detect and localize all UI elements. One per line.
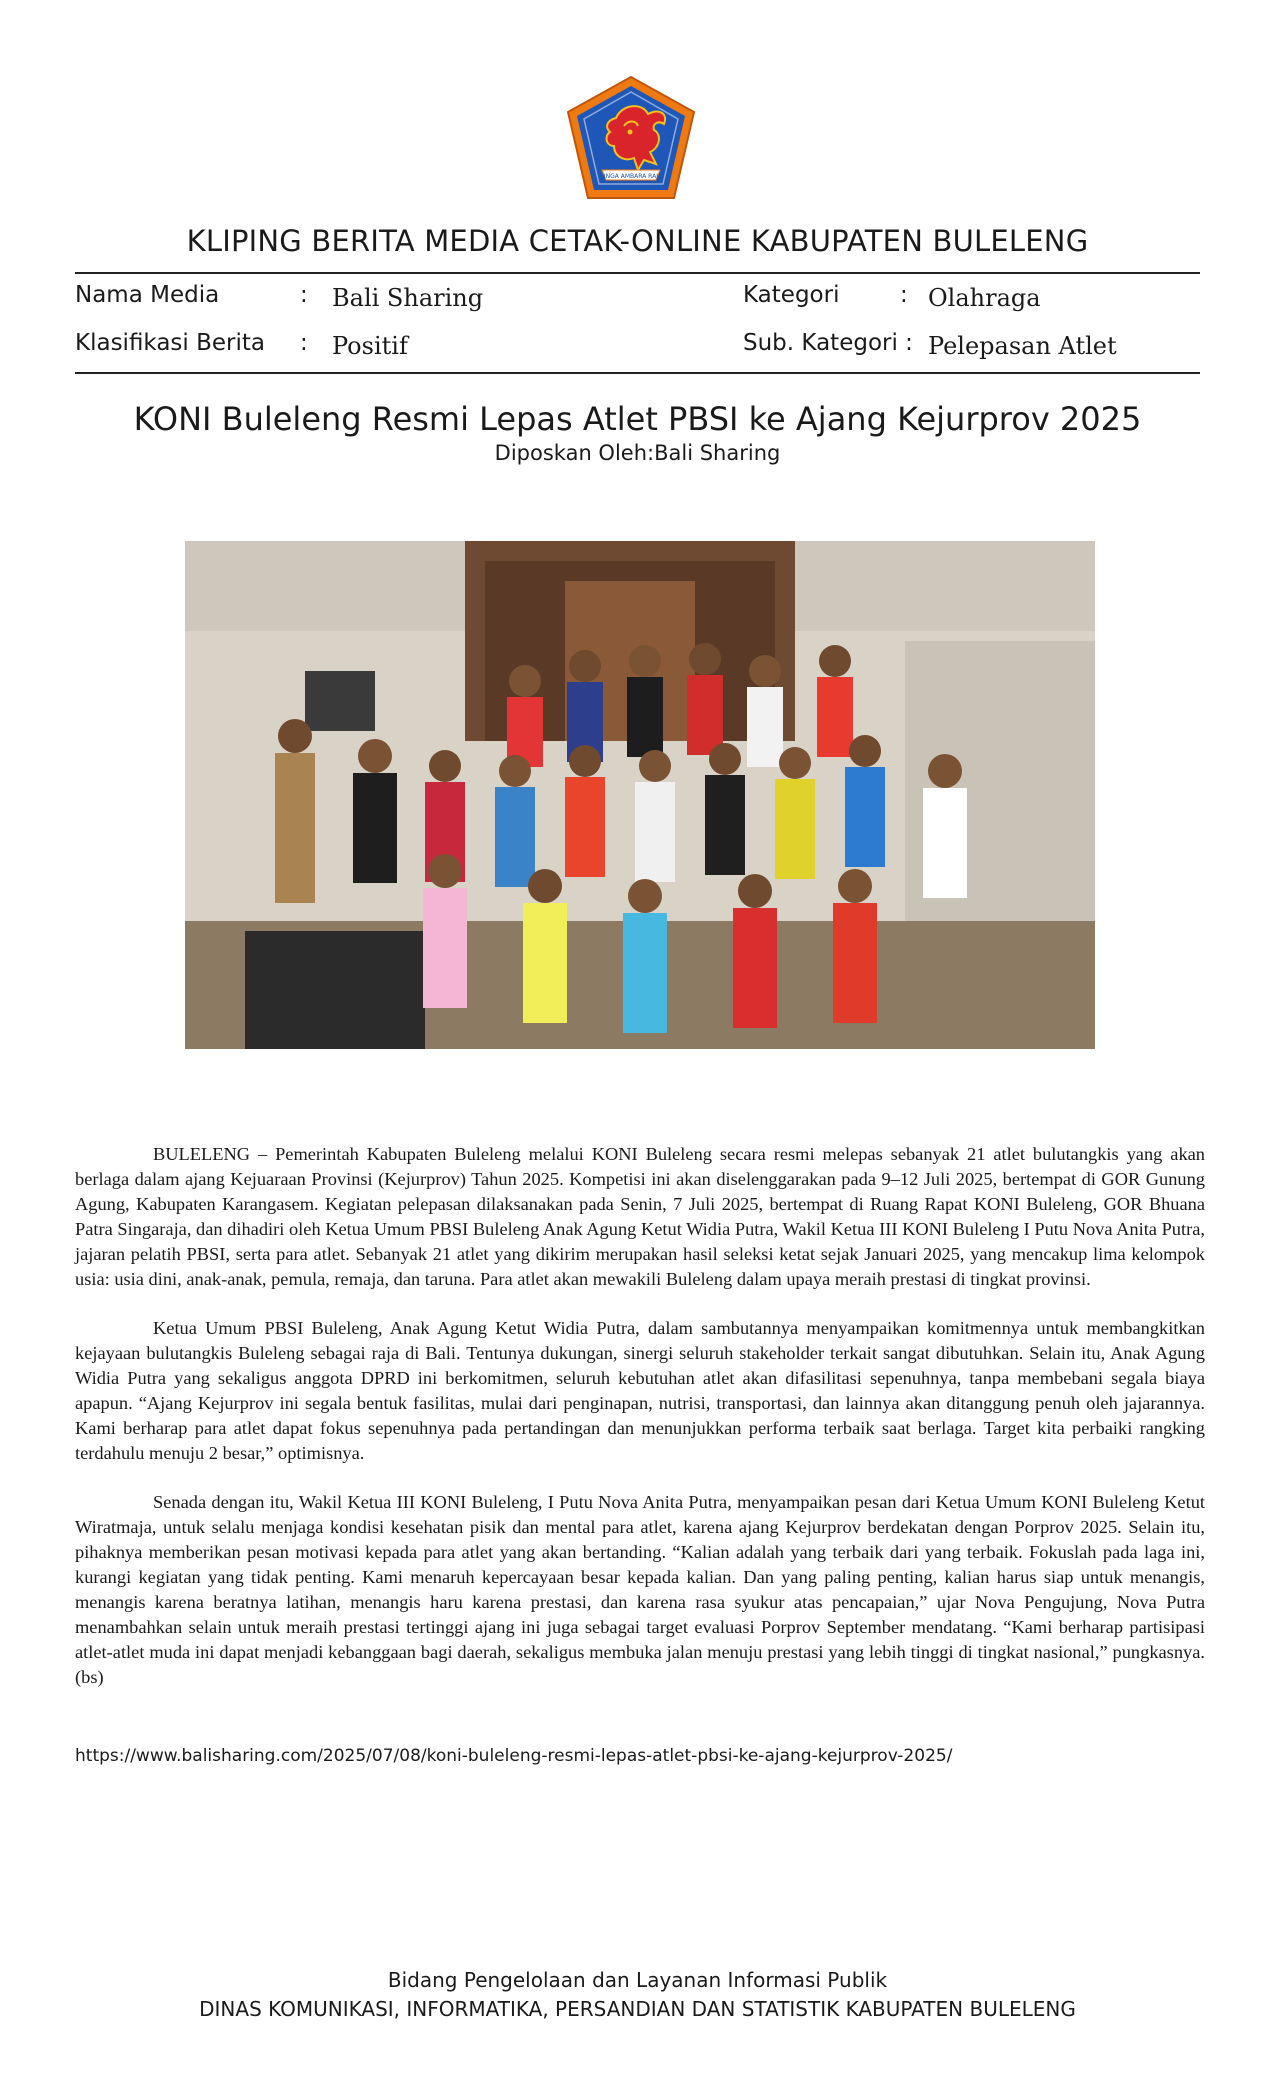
footer-department: Bidang Pengelolaan dan Layanan Informasi Publik [387, 1968, 888, 1992]
article-byline: Diposkan Oleh:Bali Sharing [494, 441, 781, 465]
sub-kategori-value: Pelepasan Atlet [928, 332, 1117, 360]
header-divider-bottom [75, 372, 1200, 374]
header-divider-top [75, 272, 1200, 274]
group-photo-icon [185, 541, 1095, 1049]
klasifikasi-label: Klasifikasi Berita [75, 330, 266, 356]
kategori-label: Kategori [743, 282, 840, 308]
nama-media-colon: : [300, 282, 308, 308]
article-photo [185, 541, 1095, 1049]
sub-kategori-label: Sub. Kategori : [743, 330, 913, 356]
article-paragraph: Ketua Umum PBSI Buleleng, Anak Agung Ketut Widia Putra, dalam sambutannya menyampaikan komitmennya untuk membangkitkan kejayaan bulutangkis Buleleng sebagai raja di Bali. Tentunya dukungan, sinergi seluruh stakeholder terkait sangat dibutuhkan. Selain itu, Anak Agung Widia Putra yang sekaligus anggota DPRD ini berkomitmen, seluruh kebutuhan atlet akan difasilitasi sepenuhnya, tanpa membebani segala biaya apapun. “Ajang Kejurprov ini segala bentuk fasilitas, mulai dari penginapan, nutrisi, transportasi, dan lainnya akan ditanggung penuh oleh jajarannya. Kami berharap para atlet dapat fokus sepenuhnya pada pertandingan dan menunjukkan performa terbaik saat berlaga. Target kita perbaiki rangking terdahulu menuju 2 besar,” optimisnya. [75, 1318, 1205, 1463]
nama-media-value: Bali Sharing [332, 284, 484, 312]
article-paragraph: Senada dengan itu, Wakil Ketua III KONI Buleleng, I Putu Nova Anita Putra, menyampaikan pesan dari Ketua Umum KONI Buleleng Ketut Wiratmaja, untuk selalu menjaga kondisi kesehatan pisik dan mental para atlet, karena ajang Kejurprov berdekatan dengan Porprov 2025. Selain itu, pihaknya memberikan pesan motivasi kepada para atlet yang akan bertanding. “Kalian adalah yang terbaik dari yang terbaik. Fokuslah pada laga ini, kurangi kegiatan yang tidak penting. Kami menaruh kepercayaan besar kepada kalian. Dan yang paling penting, kalian harus siap untuk menangis, menangis karena beratnya latihan, menangis haru karena prestasi, dan karena rasa syukur atas pencapaian,” ujar Nova Pengujung, Nova Putra menambahkan selain untuk meraih prestasi tertinggi ajang ini juga sebagai target evaluasi Porprov September mendatang. “Kami berharap partisipasi atlet-atlet muda ini dapat menjadi kebanggaan bagi daerah, sekaligus membuka jalan menuju prestasi yang lebih tinggi di tingkat nasional,” pungkasnya. (bs) [75, 1492, 1205, 1687]
klasifikasi-value: Positif [332, 332, 408, 360]
source-link[interactable]: https://www.balisharing.com/2025/07/08/koni-buleleng-resmi-lepas-atlet-pbsi-ke-ajang-kejurprov-2025/ [75, 1746, 953, 1766]
article-title: KONI Buleleng Resmi Lepas Atlet PBSI ke Ajang Kejurprov 2025 [133, 400, 1142, 438]
article-body [75, 1142, 1205, 1714]
footer-agency: DINAS KOMUNIKASI, INFORMATIKA, PERSANDIAN DAN STATISTIK KABUPATEN BULELENG [199, 1997, 1076, 2021]
article-paragraph: BULELENG – Pemerintah Kabupaten Buleleng melalui KONI Buleleng secara resmi melepas sebanyak 21 atlet bulutangkis yang akan berlaga dalam ajang Kejuaraan Provinsi (Kejurprov) Tahun 2025. Kompetisi ini akan diselenggarakan pada 9–12 Juli 2025, bertempat di GOR Gunung Agung, Kabupaten Karangasem. Kegiatan pelepasan dilaksanakan pada Senin, 7 Juli 2025, bertempat di Ruang Rapat KONI Buleleng, GOR Bhuana Patra Singaraja, dan dihadiri oleh Ketua Umum PBSI Buleleng Anak Agung Ketut Widia Putra, Wakil Ketua III KONI Buleleng I Putu Nova Anita Putra, jajaran pelatih PBSI, serta para atlet. Sebanyak 21 atlet yang dikirim merupakan hasil seleksi ketat sejak Januari 2025, yang mencakup lima kelompok usia: usia dini, anak-anak, pemula, remaja, dan taruna. Para atlet akan mewakili Buleleng dalam upaya meraih prestasi di tingkat provinsi. [75, 1144, 1205, 1289]
emblem-motto: SINGA AMBARA RAJA [600, 173, 662, 180]
clipping-header-title: KLIPING BERITA MEDIA CETAK-ONLINE KABUPATEN BULELENG [186, 224, 1089, 258]
klasifikasi-colon: : [300, 330, 308, 356]
kategori-value: Olahraga [928, 284, 1041, 312]
buleleng-emblem-icon [564, 74, 698, 202]
kategori-colon: : [900, 282, 908, 308]
nama-media-label: Nama Media [75, 282, 220, 308]
